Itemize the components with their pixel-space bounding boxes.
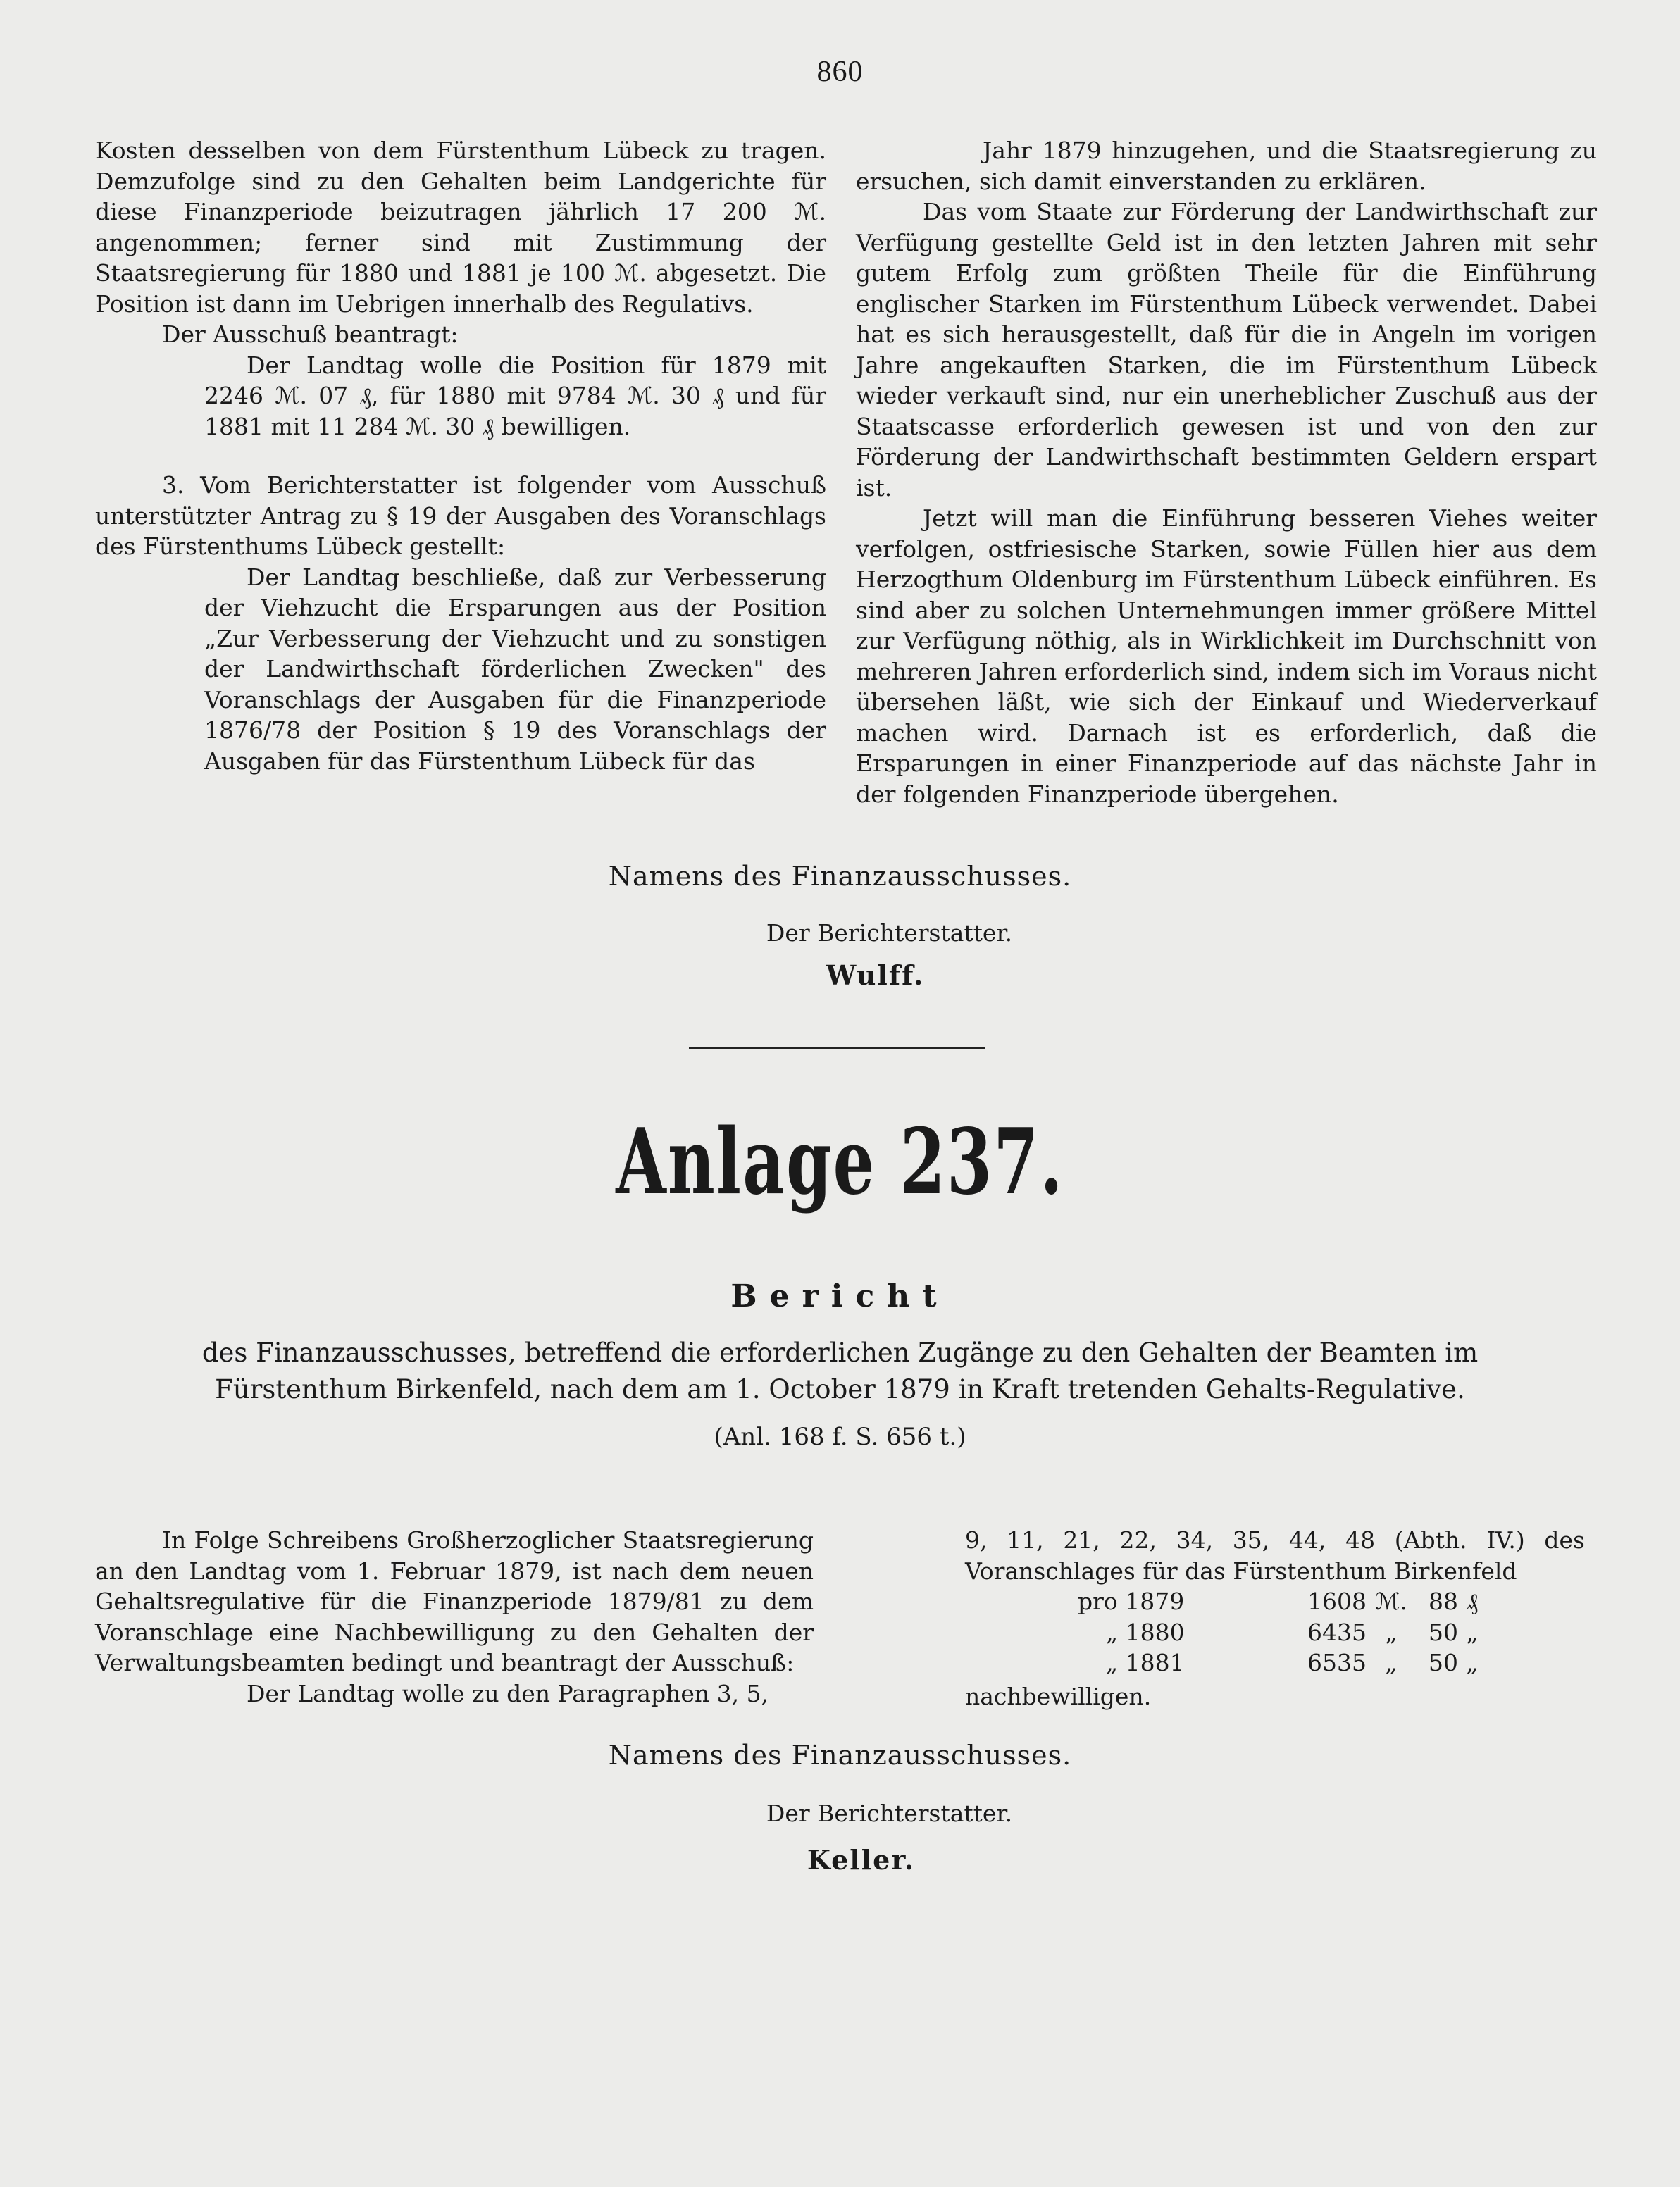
motion-quote [204,1678,814,1709]
marks-unit: „ [1385,1649,1398,1676]
page-number: 860 [816,56,864,88]
marks-value: 6535 [1307,1649,1367,1676]
marks-unit: ℳ. [1375,1588,1407,1615]
signature-title: Namens des Finanzausschusses. [608,1740,1072,1771]
year-label: „ 1881 [1106,1649,1185,1676]
right-column-upper [856,135,1597,809]
signature-role: Der Berichterstatter. [766,919,1013,947]
right-column-lower [965,1525,1585,1712]
year-label: pro 1879 [1078,1588,1185,1615]
left-column-upper [95,135,826,776]
paragraph: Das vom Staate zur Förderung der Landwirthschaft zur Verfügung gestellte Geld ist in den letzten Jahren mit sehr gutem Erfolg zum größten Theile für die Einführung englischer Starken im Fürstenthum Lübeck verwendet. Dabei hat es sich herausgestellt, daß für die in Angeln im vorigen Jahre angekauften Starken, die im Fürstenthum Lübeck wieder verkauft sind, nur ein unerheblicher Zuschuß aus der Staatscasse erforderlich gewesen ist und von den zur Förderung der Landwirthschaft bestimmten Geldern erspart ist. [856,198,1597,501]
year-label: „ 1880 [1106,1618,1185,1646]
paragraph: Jahr 1879 hinzugehen, und die Staatsregierung zu ersuchen, sich damit einverstanden zu erklären. [856,137,1597,195]
motion-quote [204,350,826,442]
pfennig-unit: „ [1466,1618,1479,1646]
paragraph: Kosten desselben von dem Fürstenthum Lübeck zu tragen. Demzufolge sind zu den Gehalten beim Landgerichte für diese Finanzperiode beizutragen jährlich 17 200 ℳ. angenommen; ferner sind mit Zustimmung der Staatsregierung für 1880 und 1881 je 100 ℳ. abgesetzt. Die Position ist dann im Uebrigen innerhalb des Regulativs. [95,137,826,318]
paragraph: 9, 11, 21, 22, 34, 35, 44, 48 (Abth. IV.) des Voranschlages für das Fürstenthum Birkenfeld [965,1526,1585,1585]
marks-value: 6435 [1307,1618,1367,1646]
paragraph: Der Landtag wolle die Position für 1879 mit 2246 ℳ. 07 ₰, für 1880 mit 9784 ℳ. 30 ₰ und für 1881 mit 11 284 ℳ. 30 ₰ bewilligen. [204,351,826,440]
section-divider [689,1047,985,1049]
annex-heading: Anlage 237. [616,1109,1064,1215]
paragraph: 3. Vom Berichterstatter ist folgender vom Ausschuß unterstützter Antrag zu § 19 der Ausgaben des Voranschlags des Fürstenthums Lübeck gestellt: [95,471,826,560]
report-subtitle: des Finanzausschusses, betreffend die erforderlichen Zugänge zu den Gehalten der Beamten im Fürstenthum Birkenfeld, nach dem am 1. October 1879 in Kraft tretenden Gehalts-Regulative. [201,1338,1479,1404]
paragraph: Der Landtag wolle zu den Paragraphen 3, 5, [247,1679,769,1707]
marks-value: 1608 [1307,1588,1367,1615]
signature-role: Der Berichterstatter. [766,1800,1013,1827]
amount-row [1078,1586,1486,1617]
closing-line: nachbewilligen. [965,1682,1152,1710]
motion-quote [204,562,826,777]
pfennig-value: 50 [1429,1618,1458,1646]
paragraph: In Folge Schreibens Großherzoglicher Staatsregierung an den Landtag vom 1. Februar 1879, ist nach dem neuen Gehaltsregulative für die Finanzperiode 1879/81 zu dem Voranschlage eine Nachbewilligung zu den Gehalten der Verwaltungsbeamten bedingt und beantragt der Ausschuß: [95,1526,814,1676]
pfennig-value: 50 [1429,1649,1458,1676]
pfennig-unit: ₰ [1466,1588,1479,1615]
amounts-table [1078,1586,1486,1678]
amount-row [1078,1617,1486,1648]
paragraph: Der Landtag beschließe, daß zur Verbesserung der Viehzucht die Ersparungen aus der Position „Zur Verbesserung der Viehzucht und zu sonstigen der Landwirthschaft förderlichen Zwecken" des Voranschlags der Ausgaben für die Finanzperiode 1876/78 der Position § 19 des Voranschlags der Ausgaben für das Fürstenthum Lübeck für das [204,563,826,775]
pfennig-value: 88 [1429,1588,1458,1615]
left-column-lower [95,1525,814,1709]
paragraph: Jetzt will man die Einführung besseren Viehes weiter verfolgen, ostfriesische Starken, sowie Füllen hier aus dem Herzogthum Oldenburg im Fürstenthum Lübeck einführen. Es sind aber zu solchen Unternehmungen immer größere Mittel zur Verfügung nöthig, als in Wirklichkeit im Durchschnitt von mehreren Jahren erforderlich sind, indem sich im Voraus nicht übersehen läßt, wie sich der Einkauf und Wiederverkauf machen wird. Darnach ist es erforderlich, daß die Ersparungen in einer Finanzperiode auf das nächste Jahr in der folgenden Finanzperiode übergehen. [856,504,1597,808]
report-reference: (Anl. 168 f. S. 656 t.) [714,1423,966,1451]
marks-unit: „ [1385,1618,1398,1646]
amount-row [1078,1647,1486,1678]
signature-title: Namens des Finanzausschusses. [608,861,1072,892]
signature-name: Wulff. [826,959,925,991]
pfennig-unit: „ [1466,1649,1479,1676]
paragraph: Der Ausschuß beantragt: [162,320,459,348]
signature-name: Keller. [807,1844,916,1876]
report-label: Bericht [730,1278,950,1314]
